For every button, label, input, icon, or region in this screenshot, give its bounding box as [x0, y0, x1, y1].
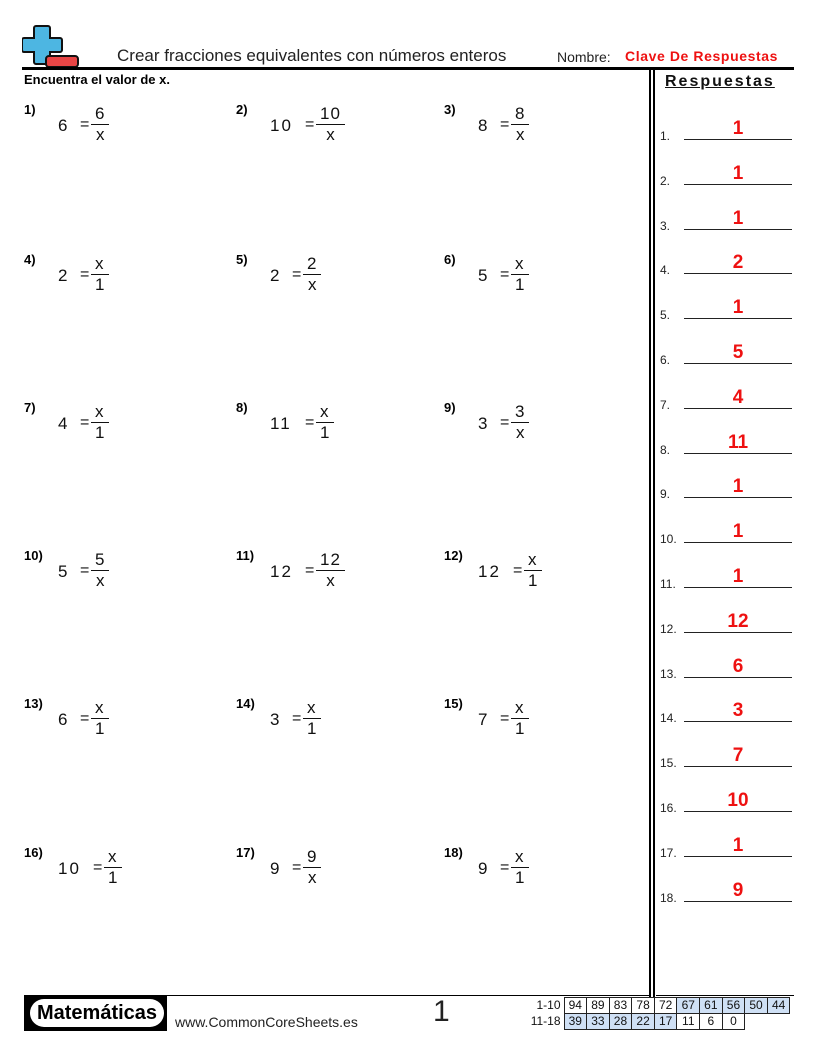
problem-lhs: 3	[270, 710, 282, 729]
answer-value: 11	[727, 431, 749, 453]
answer-row	[660, 203, 792, 233]
problem-item	[236, 400, 436, 460]
equals-sign: =	[513, 562, 523, 579]
answer-number: 12.	[660, 621, 677, 636]
equals-sign: =	[500, 414, 510, 431]
answer-number: 17.	[660, 845, 677, 860]
answer-number: 15.	[660, 756, 677, 771]
fraction-numerator: x	[95, 698, 105, 717]
name-label: Nombre:	[557, 49, 611, 65]
answer-row	[660, 113, 792, 143]
fraction-denominator: 1	[95, 423, 105, 442]
problem-number: 14)	[236, 696, 255, 711]
answer-number: 8.	[660, 442, 671, 457]
fraction	[91, 402, 109, 443]
answer-value: 2	[732, 252, 744, 274]
answer-value: 9	[732, 879, 744, 901]
problem-item	[236, 696, 436, 756]
answer-row	[660, 337, 792, 367]
problem-lhs: 5	[478, 266, 490, 285]
problem-lhs: 2	[58, 266, 70, 285]
problem-number: 6)	[444, 252, 456, 267]
fraction	[91, 104, 109, 145]
answer-row	[660, 830, 792, 860]
fraction-numerator: x	[515, 254, 525, 273]
fraction-denominator: x	[515, 125, 525, 144]
page-number: 1	[433, 995, 450, 1028]
fraction-denominator: 1	[95, 719, 105, 738]
answer-number: 2.	[660, 173, 671, 188]
score-cell: 67	[677, 998, 700, 1014]
problem-number: 1)	[24, 102, 36, 117]
problem-number: 17)	[236, 845, 255, 860]
answers-title: Respuestas	[665, 73, 775, 90]
score-cell: 6	[700, 1014, 723, 1030]
problem-item	[236, 845, 436, 905]
plus-minus-logo-icon	[22, 24, 80, 68]
problem-lhs: 11	[270, 414, 292, 433]
fraction-denominator: x	[515, 423, 525, 442]
equals-sign: =	[292, 859, 302, 876]
answer-row	[660, 516, 792, 546]
score-cell: 22	[632, 1014, 655, 1030]
problem-number: 15)	[444, 696, 463, 711]
equals-sign: =	[305, 414, 315, 431]
problem-lhs: 10	[58, 859, 81, 878]
answer-number: 7.	[660, 397, 671, 412]
site-url: www.CommonCoreSheets.es	[175, 1014, 358, 1030]
problem-number: 4)	[24, 252, 36, 267]
answer-number: 9.	[660, 487, 671, 502]
problem-item	[24, 102, 224, 162]
fraction-numerator: 5	[95, 550, 106, 569]
fraction-numerator: 3	[515, 402, 526, 421]
answer-value: 1	[732, 297, 744, 319]
answer-number: 1.	[660, 129, 671, 143]
brand-label: Matemáticas	[30, 999, 164, 1027]
fraction	[511, 402, 529, 443]
score-cell-empty	[767, 1014, 790, 1030]
score-cell: 39	[564, 1014, 587, 1030]
answer-value: 3	[732, 700, 744, 722]
score-cell: 11	[677, 1014, 700, 1030]
problem-number: 3)	[444, 102, 456, 117]
equals-sign: =	[292, 710, 302, 727]
answer-value: 1	[732, 834, 744, 856]
score-cell-empty	[745, 1014, 768, 1030]
fraction-denominator: 1	[95, 275, 105, 294]
equals-sign: =	[80, 710, 90, 727]
score-cell: 0	[722, 1014, 745, 1030]
problem-item	[24, 400, 224, 460]
fraction-numerator: 8	[515, 104, 526, 123]
score-row-label: 1-10	[536, 998, 561, 1012]
fraction-denominator: 1	[515, 275, 525, 294]
problem-item	[444, 400, 644, 460]
worksheet-title: Crear fracciones equivalentes con números enteros	[117, 46, 507, 65]
problem-item	[236, 102, 436, 162]
score-cell: 94	[564, 998, 587, 1014]
answer-row	[660, 247, 792, 277]
answer-row	[660, 158, 792, 188]
fraction	[303, 698, 321, 739]
equals-sign: =	[292, 266, 302, 283]
answer-value: 7	[732, 745, 744, 767]
answer-number: 18.	[660, 890, 677, 905]
answer-value: 1	[732, 566, 744, 587]
fraction	[91, 254, 109, 295]
answer-value: 4	[732, 386, 744, 408]
score-cell: 50	[745, 998, 768, 1014]
problem-lhs: 9	[270, 859, 282, 878]
fraction-denominator: 1	[307, 719, 317, 738]
answer-value: 1	[732, 162, 744, 184]
answer-row	[660, 875, 792, 905]
answer-number: 3.	[660, 218, 671, 233]
answer-row	[660, 785, 792, 815]
answer-row	[660, 740, 792, 770]
score-cell: 28	[609, 1014, 632, 1030]
answer-row	[660, 292, 792, 322]
answer-value: 1	[732, 521, 744, 543]
problem-number: 18)	[444, 845, 463, 860]
fraction	[511, 254, 529, 295]
fraction-numerator: 10	[320, 104, 341, 123]
score-row	[530, 998, 790, 1014]
fraction-numerator: 2	[307, 254, 318, 273]
problem-number: 16)	[24, 845, 43, 860]
score-cell: 61	[700, 998, 723, 1014]
problem-item	[24, 252, 224, 312]
answer-column-divider	[653, 69, 655, 999]
problem-number: 2)	[236, 102, 248, 117]
fraction-numerator: 12	[320, 550, 341, 569]
instructions: Encuentra el valor de x.	[24, 72, 170, 87]
equals-sign: =	[305, 116, 315, 133]
answer-column-divider	[649, 69, 651, 999]
problem-item	[236, 252, 436, 312]
answer-number: 4.	[660, 263, 671, 278]
answer-value: 1	[732, 476, 744, 498]
problem-number: 10)	[24, 548, 43, 563]
fraction-numerator: 9	[307, 847, 318, 866]
fraction-denominator: x	[307, 868, 317, 887]
equals-sign: =	[500, 710, 510, 727]
name-value: Clave De Respuestas	[625, 48, 779, 64]
fraction	[91, 698, 109, 739]
score-cell: 44	[767, 998, 790, 1014]
fraction	[104, 847, 122, 888]
footer-divider	[166, 995, 650, 996]
equals-sign: =	[500, 116, 510, 133]
fraction-denominator: x	[95, 571, 105, 590]
fraction-denominator: 1	[108, 868, 118, 887]
problem-lhs: 8	[478, 116, 490, 135]
answer-row	[660, 561, 792, 591]
problem-lhs: 2	[270, 266, 282, 285]
problem-lhs: 6	[58, 710, 70, 729]
fraction-numerator: x	[515, 698, 525, 717]
problem-item	[444, 102, 644, 162]
answer-row	[660, 471, 792, 501]
answer-row	[660, 651, 792, 681]
score-cell: 78	[632, 998, 655, 1014]
score-row	[530, 1014, 790, 1030]
fraction	[511, 698, 529, 739]
answer-value: 1	[732, 118, 744, 139]
answer-value: 1	[732, 207, 744, 229]
problem-number: 9)	[444, 400, 456, 415]
fraction	[303, 847, 321, 888]
problem-item	[24, 845, 224, 905]
equals-sign: =	[80, 414, 90, 431]
fraction	[511, 104, 529, 145]
answer-value: 10	[727, 790, 749, 811]
fraction-numerator: x	[108, 847, 118, 866]
problem-lhs: 12	[478, 562, 501, 581]
fraction-denominator: x	[95, 125, 105, 144]
problem-number: 7)	[24, 400, 36, 415]
answer-number: 14.	[660, 711, 677, 726]
answer-number: 16.	[660, 801, 677, 815]
score-cell: 17	[654, 1014, 677, 1030]
answer-value: 12	[727, 610, 749, 632]
score-cell: 83	[609, 998, 632, 1014]
answer-number: 6.	[660, 353, 671, 367]
fraction-numerator: x	[95, 402, 105, 421]
equals-sign: =	[305, 562, 315, 579]
equals-sign: =	[500, 266, 510, 283]
problem-item	[444, 845, 644, 905]
equals-sign: =	[80, 562, 90, 579]
problem-item	[444, 548, 644, 608]
answer-number: 13.	[660, 666, 677, 681]
fraction	[316, 550, 345, 591]
score-cell: 33	[587, 1014, 610, 1030]
equals-sign: =	[80, 266, 90, 283]
problem-lhs: 5	[58, 562, 70, 581]
problem-item	[444, 696, 644, 756]
fraction-denominator: 1	[515, 868, 525, 887]
fraction	[316, 104, 345, 145]
score-row-label: 11-18	[530, 1014, 561, 1028]
fraction-denominator: 1	[320, 423, 330, 442]
equals-sign: =	[93, 859, 103, 876]
fraction-numerator: x	[528, 550, 538, 569]
fraction-denominator: x	[326, 571, 335, 590]
problem-lhs: 3	[478, 414, 490, 433]
score-table	[530, 997, 790, 1030]
fraction-numerator: x	[307, 698, 317, 717]
problem-number: 13)	[24, 696, 43, 711]
problem-lhs: 7	[478, 710, 490, 729]
problem-lhs: 6	[58, 116, 70, 135]
answer-row	[660, 382, 792, 412]
footer-divider	[656, 995, 794, 996]
problem-number: 5)	[236, 252, 248, 267]
problem-number: 8)	[236, 400, 248, 415]
problem-item	[24, 696, 224, 756]
problem-lhs: 12	[270, 562, 293, 581]
equals-sign: =	[500, 859, 510, 876]
problem-item	[236, 548, 436, 608]
fraction-denominator: x	[307, 275, 317, 294]
problem-number: 12)	[444, 548, 463, 563]
score-cell: 72	[654, 998, 677, 1014]
equals-sign: =	[80, 116, 90, 133]
answer-number: 10.	[660, 532, 677, 547]
fraction	[524, 550, 542, 591]
fraction	[91, 550, 109, 591]
answer-value: 6	[732, 655, 744, 677]
problem-number: 11)	[236, 548, 255, 563]
fraction	[303, 254, 321, 295]
problem-item	[444, 252, 644, 312]
fraction-denominator: 1	[528, 571, 538, 590]
fraction-numerator: x	[515, 847, 525, 866]
answer-value: 5	[732, 342, 744, 363]
problem-lhs: 4	[58, 414, 70, 433]
answer-number: 5.	[660, 308, 671, 323]
header-divider	[22, 67, 794, 70]
answer-row	[660, 606, 792, 636]
problem-lhs: 10	[270, 116, 293, 135]
score-cell: 89	[587, 998, 610, 1014]
score-cell: 56	[722, 998, 745, 1014]
answer-row	[660, 695, 792, 725]
fraction-numerator: x	[95, 254, 105, 273]
fraction-numerator: x	[320, 402, 330, 421]
problem-lhs: 9	[478, 859, 490, 878]
fraction	[511, 847, 529, 888]
fraction	[316, 402, 334, 443]
answer-row	[660, 427, 792, 457]
problem-item	[24, 548, 224, 608]
fraction-denominator: x	[326, 125, 335, 144]
answer-number: 11.	[660, 577, 676, 591]
fraction-numerator: 6	[95, 104, 106, 123]
fraction-denominator: 1	[515, 719, 525, 738]
